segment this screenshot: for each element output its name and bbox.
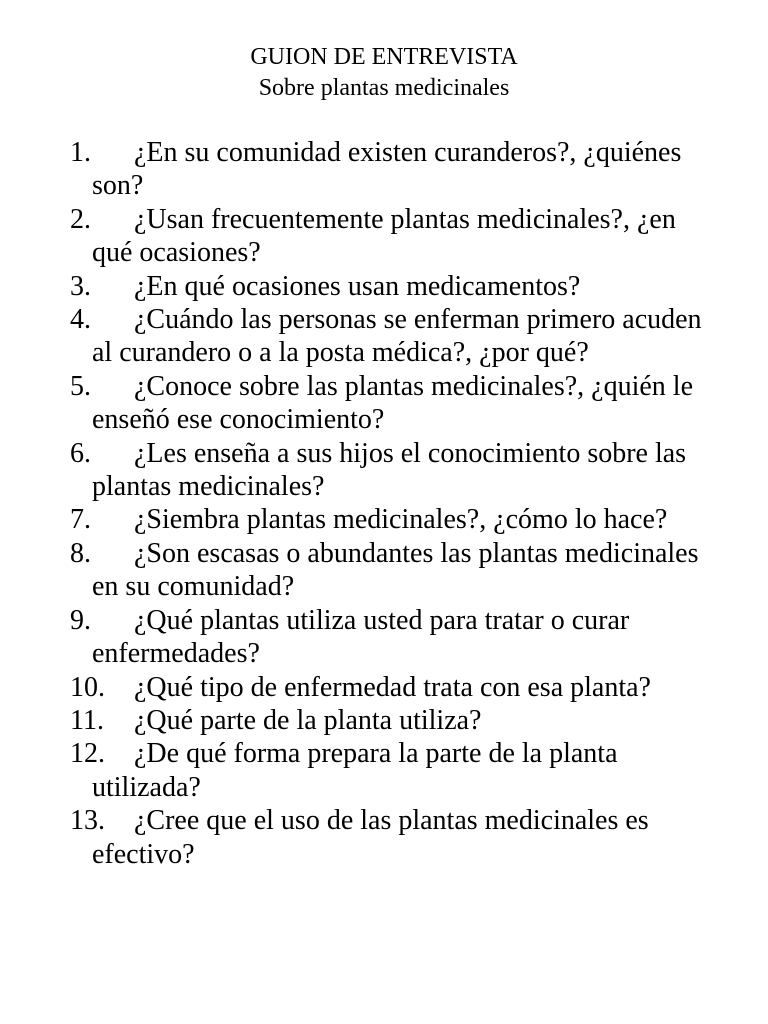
question-number: 10. — [70, 671, 105, 703]
question-text: ¿Cuándo las personas se enferman primero acuden al curandero o a la posta médica?, ¿por qué? — [92, 304, 702, 369]
document-subtitle: Sobre plantas medicinales — [258, 75, 510, 101]
question-number: 11. — [70, 704, 104, 736]
question-number: 8. — [70, 537, 91, 569]
question-text: ¿Usan frecuentemente plantas medicinales?, ¿en qué ocasiones? — [92, 203, 676, 269]
question-number: 1. — [70, 137, 91, 168]
question-number: 5. — [70, 370, 91, 402]
question-text: ¿Qué parte de la planta utiliza? — [134, 704, 482, 736]
question-text: ¿Siembra plantas medicinales?, ¿cómo lo hace? — [134, 504, 668, 536]
question-item — [0, 704, 768, 737]
question-item — [0, 671, 768, 704]
question-number: 4. — [70, 304, 91, 336]
question-number: 3. — [70, 270, 91, 302]
question-list — [0, 136, 768, 871]
question-item — [0, 370, 768, 437]
question-text: ¿Conoce sobre las plantas medicinales?, ¿quién le enseñó ese conocimiento? — [92, 370, 694, 436]
question-text: ¿De qué forma prepara la parte de la planta utilizada? — [92, 738, 618, 803]
question-number: 2. — [70, 203, 91, 235]
question-item — [0, 303, 768, 370]
document-title: GUION DE ENTREVISTA — [250, 44, 518, 70]
question-item — [0, 503, 768, 536]
question-item — [0, 537, 768, 604]
question-number: 13. — [70, 805, 105, 837]
question-number: 12. — [70, 738, 105, 770]
question-text: ¿En su comunidad existen curanderos?, ¿quiénes son? — [92, 137, 682, 202]
question-text: ¿Son escasas o abundantes las plantas medicinales en su comunidad? — [92, 537, 699, 603]
question-item — [0, 737, 768, 804]
question-item — [0, 203, 768, 270]
question-number: 9. — [70, 604, 91, 636]
question-item — [0, 136, 768, 203]
question-text: ¿Les enseña a sus hijos el conocimiento sobre las plantas medicinales? — [92, 437, 687, 503]
question-text: ¿Cree que el uso de las plantas medicinales es efectivo? — [92, 805, 649, 870]
question-number: 6. — [70, 437, 91, 469]
question-text: ¿Qué plantas utiliza usted para tratar o curar enfermedades? — [92, 604, 630, 670]
question-text: ¿Qué tipo de enfermedad trata con esa planta? — [134, 671, 651, 703]
question-item — [0, 270, 768, 303]
question-item — [0, 604, 768, 671]
question-text: ¿En qué ocasiones usan medicamentos? — [134, 270, 581, 302]
question-item — [0, 437, 768, 504]
question-number: 7. — [70, 504, 91, 536]
question-item — [0, 804, 768, 871]
